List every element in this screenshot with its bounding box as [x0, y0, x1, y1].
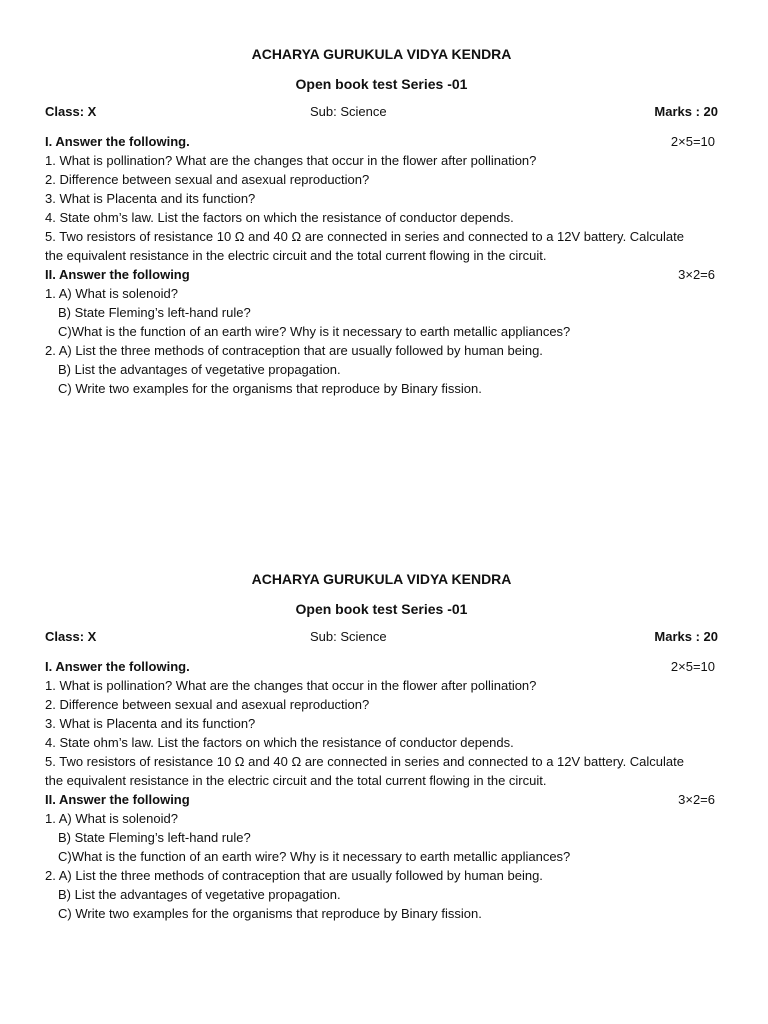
- section-2-heading: [45, 265, 718, 284]
- section-2-title: II. Answer the following: [45, 267, 190, 282]
- question-line: the equivalent resistance in the electric circuit and the total current flowing in the circuit.: [45, 773, 547, 788]
- test-sheet-1: [45, 44, 718, 398]
- school-name: ACHARYA GURUKULA VIDYA KENDRA: [251, 46, 512, 62]
- section-2-marks: 3×2=6: [678, 792, 715, 807]
- section-2-heading: [45, 790, 718, 809]
- subject-label: Sub: Science: [310, 104, 387, 119]
- total-marks-label: Marks : 20: [654, 629, 718, 644]
- question-line: the equivalent resistance in the electric circuit and the total current flowing in the circuit.: [45, 248, 547, 263]
- section-1-title: I. Answer the following.: [45, 659, 190, 674]
- question-line: 2. Difference between sexual and asexual reproduction?: [45, 697, 370, 712]
- test-meta-row: [45, 627, 718, 647]
- section-1-marks: 2×5=10: [670, 659, 715, 674]
- question-line: 4. State ohm’s law. List the factors on which the resistance of conductor depends.: [45, 210, 514, 225]
- question-line: 3. What is Placenta and its function?: [45, 191, 256, 206]
- question-line: C)What is the function of an earth wire? Why is it necessary to earth metallic appliances?: [58, 849, 571, 864]
- school-name: ACHARYA GURUKULA VIDYA KENDRA: [251, 571, 512, 587]
- test-title: Open book test Series -01: [295, 76, 468, 92]
- question-line: 5. Two resistors of resistance 10 Ω and 40 Ω are connected in series and connected to a 12V battery. Calculate: [45, 754, 684, 769]
- question-line: 1. A) What is solenoid?: [45, 811, 178, 826]
- question-line: C)What is the function of an earth wire? Why is it necessary to earth metallic appliances?: [58, 324, 571, 339]
- class-label: Class: X: [45, 629, 97, 644]
- question-line: C) Write two examples for the organisms that reproduce by Binary fission.: [58, 906, 482, 921]
- question-line: 2. Difference between sexual and asexual reproduction?: [45, 172, 370, 187]
- question-line: 4. State ohm’s law. List the factors on which the resistance of conductor depends.: [45, 735, 514, 750]
- question-line: 5. Two resistors of resistance 10 Ω and 40 Ω are connected in series and connected to a 12V battery. Calculate: [45, 229, 684, 244]
- question-line: 2. A) List the three methods of contraception that are usually followed by human being.: [45, 868, 543, 883]
- section-2-marks: 3×2=6: [678, 267, 715, 282]
- section-1-title: I. Answer the following.: [45, 134, 190, 149]
- question-line: B) State Fleming’s left-hand rule?: [58, 305, 251, 320]
- section-1-marks: 2×5=10: [670, 134, 715, 149]
- class-label: Class: X: [45, 104, 97, 119]
- question-line: B) List the advantages of vegetative propagation.: [58, 362, 341, 377]
- test-sheet-2: [45, 569, 718, 923]
- section-1-heading: [45, 657, 718, 676]
- question-line: 2. A) List the three methods of contraception that are usually followed by human being.: [45, 343, 543, 358]
- question-line: B) State Fleming’s left-hand rule?: [58, 830, 251, 845]
- question-line: 1. A) What is solenoid?: [45, 286, 178, 301]
- question-line: B) List the advantages of vegetative propagation.: [58, 887, 341, 902]
- test-meta-row: [45, 102, 718, 122]
- question-line: 1. What is pollination? What are the changes that occur in the flower after pollination?: [45, 153, 537, 168]
- total-marks-label: Marks : 20: [654, 104, 718, 119]
- subject-label: Sub: Science: [310, 629, 387, 644]
- question-line: 1. What is pollination? What are the changes that occur in the flower after pollination?: [45, 678, 537, 693]
- question-line: 3. What is Placenta and its function?: [45, 716, 256, 731]
- section-1-heading: [45, 132, 718, 151]
- section-2-title: II. Answer the following: [45, 792, 190, 807]
- test-title: Open book test Series -01: [295, 601, 468, 617]
- question-line: C) Write two examples for the organisms that reproduce by Binary fission.: [58, 381, 482, 396]
